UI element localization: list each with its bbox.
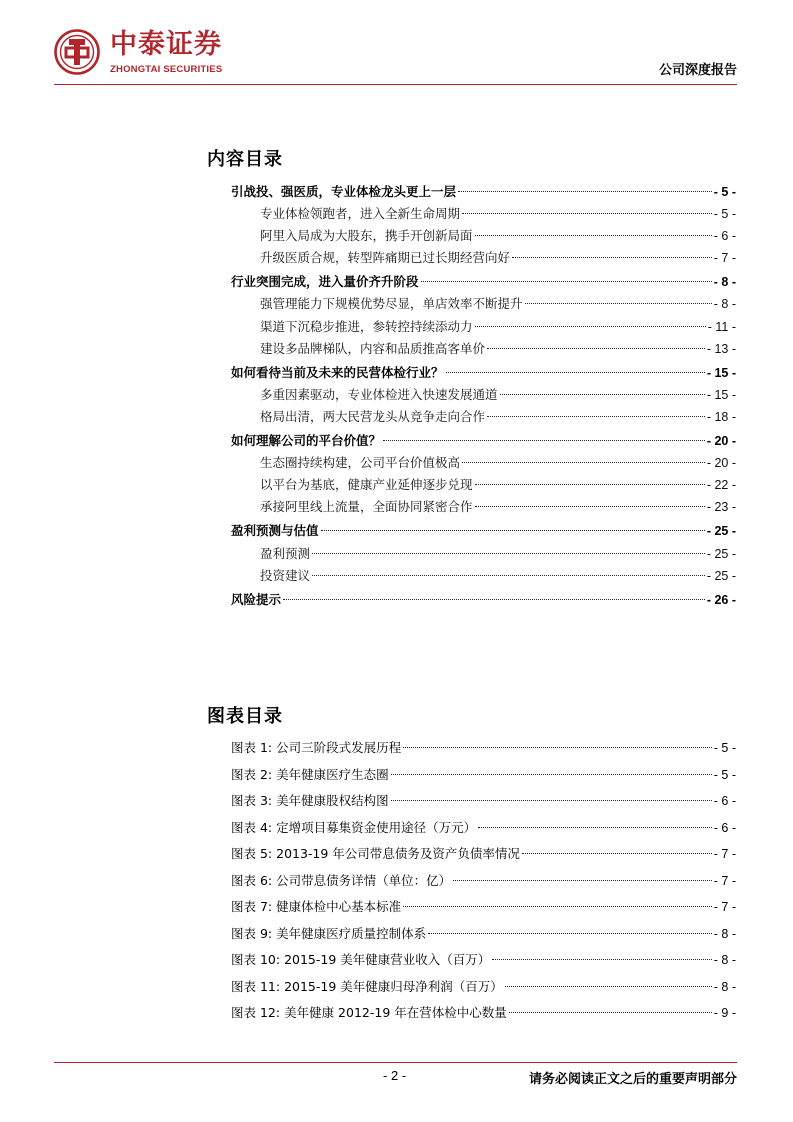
- toc-section-entry[interactable]: [231, 384, 736, 406]
- figure-entry-text: 图表 3: 美年健康股权结构图: [231, 793, 389, 808]
- figure-entry-text: 图表 4: 定增项目募集资金使用途径（万元）: [231, 819, 477, 835]
- dot-leader: [283, 599, 705, 600]
- toc-entry-page: - 5 -: [713, 207, 736, 222]
- dot-leader: [478, 827, 712, 828]
- figure-entry[interactable]: [231, 762, 736, 789]
- figure-entry-text: 图表 10: 2015-19 美年健康营业收入（百万）: [231, 952, 491, 967]
- figure-entry-text: 图表 7: 健康体检中心基本标准: [231, 899, 402, 914]
- dot-leader: [383, 440, 705, 441]
- toc-entry-page: - 20 -: [706, 456, 736, 471]
- figure-entry-text: 图表 2: 美年健康医疗生态圈: [231, 766, 389, 782]
- toc-entry-text: 强管理能力下规模优势尽显，单店效率不断提升: [260, 296, 523, 312]
- toc-entry-page: - 8 -: [713, 297, 736, 312]
- toc-entry-text: 风险提示: [231, 591, 282, 607]
- dot-leader: [487, 348, 705, 349]
- toc-entry-page: - 5 -: [713, 185, 736, 199]
- figure-entry[interactable]: [231, 735, 736, 762]
- dot-leader: [312, 575, 705, 576]
- toc-entry-page: - 25 -: [706, 568, 736, 583]
- toc-entry-text: 以平台为基底，健康产业延伸逐步兑现: [260, 477, 473, 493]
- figure-entry-page: - 5 -: [713, 741, 736, 755]
- toc-section-entry[interactable]: [231, 565, 736, 587]
- dot-leader: [487, 416, 705, 417]
- toc-chapter-entry[interactable]: [231, 271, 736, 293]
- dot-leader: [391, 800, 712, 801]
- figure-entry-page: - 8 -: [713, 953, 736, 967]
- toc-chapter-entry[interactable]: [231, 520, 736, 542]
- toc-entry-text: 专业体检领跑者，进入全新生命周期: [260, 206, 461, 222]
- toc-entry-page: - 20 -: [706, 434, 736, 449]
- toc-list: [231, 181, 736, 611]
- dot-leader: [462, 462, 705, 463]
- toc-entry-text: 行业突围完成，进入量价齐升阶段: [231, 274, 419, 290]
- toc-section-entry[interactable]: [231, 225, 736, 247]
- brand-name-cn: 中泰证券: [110, 29, 222, 60]
- figure-entry-page: - 7 -: [713, 900, 736, 914]
- dot-leader: [522, 853, 712, 854]
- figure-entry[interactable]: [231, 894, 736, 921]
- dot-leader: [475, 506, 705, 507]
- toc-entry-text: 盈利预测与估值: [231, 523, 319, 539]
- figure-entry[interactable]: [231, 947, 736, 974]
- toc-entry-page: - 18 -: [706, 409, 736, 424]
- figure-entry[interactable]: [231, 841, 736, 868]
- figure-entry-text: 图表 5: 2013-19 年公司带息债务及资产负债率情况: [231, 846, 520, 861]
- toc-entry-page: - 11 -: [707, 319, 736, 334]
- toc-entry-text: 生态圈持续构建，公司平台价值极高: [260, 455, 461, 471]
- figure-entry-page: - 7 -: [713, 847, 736, 861]
- toc-entry-page: - 26 -: [706, 592, 736, 607]
- dot-leader: [500, 394, 705, 395]
- figure-entry[interactable]: [231, 868, 736, 895]
- figure-entry[interactable]: [231, 815, 736, 842]
- header-divider: [54, 84, 737, 85]
- toc-entry-page: - 15 -: [706, 365, 736, 380]
- dot-leader: [428, 933, 712, 934]
- footer-divider: [54, 1062, 737, 1063]
- figure-entry-page: - 6 -: [713, 820, 736, 835]
- toc-section-entry[interactable]: [231, 247, 736, 269]
- toc-section-entry[interactable]: [231, 406, 736, 428]
- dot-leader: [453, 880, 712, 881]
- dot-leader: [475, 484, 705, 485]
- dot-leader: [403, 906, 712, 907]
- page-number: - 2 -: [383, 1068, 407, 1083]
- toc-section-entry[interactable]: [231, 338, 736, 360]
- toc-entry-text: 引战投、强医质，专业体检龙头更上一层: [231, 184, 457, 199]
- figure-entry-page: - 6 -: [713, 794, 736, 808]
- dot-leader: [391, 774, 712, 775]
- toc-chapter-entry[interactable]: [231, 430, 736, 452]
- toc-section-entry[interactable]: [231, 496, 736, 518]
- dot-leader: [475, 235, 712, 236]
- toc-section-entry[interactable]: [231, 293, 736, 315]
- dot-leader: [512, 257, 712, 258]
- dot-leader: [492, 959, 711, 960]
- toc-entry-page: - 15 -: [706, 387, 736, 402]
- toc-section-entry[interactable]: [231, 203, 736, 225]
- toc-chapter-entry[interactable]: [231, 362, 736, 384]
- brand-logo: [54, 27, 244, 81]
- figure-entry-text: 图表 12: 美年健康 2012-19 年在营体检中心数量: [231, 1005, 507, 1020]
- toc-entry-page: - 22 -: [706, 478, 736, 493]
- figure-list: [231, 735, 736, 1027]
- figure-entry-text: 图表 11: 2015-19 美年健康归母净利润（百万）: [231, 978, 503, 994]
- dot-leader: [403, 747, 712, 748]
- toc-entry-text: 渠道下沉稳步推进，参转控持续添动力: [260, 318, 473, 334]
- toc-entry-text: 投资建议: [260, 567, 311, 583]
- figure-entry-page: - 7 -: [713, 873, 736, 888]
- figure-entry-text: 图表 6: 公司带息债务详情（单位：亿）: [231, 872, 452, 888]
- dot-leader: [321, 530, 705, 531]
- figure-list-title: 图表目录: [207, 706, 283, 727]
- figure-entry[interactable]: [231, 1000, 736, 1027]
- toc-entry-text: 盈利预测: [260, 545, 311, 561]
- toc-section-entry[interactable]: [231, 452, 736, 474]
- toc-entry-page: - 6 -: [713, 229, 736, 244]
- toc-section-entry[interactable]: [231, 316, 736, 338]
- dot-leader: [446, 372, 705, 373]
- toc-chapter-entry[interactable]: [231, 589, 736, 611]
- dot-leader: [525, 303, 712, 304]
- figure-entry[interactable]: [231, 921, 736, 948]
- toc-title: 内容目录: [207, 149, 283, 170]
- toc-entry-text: 建设多品牌梯队，内容和品质推高客单价: [260, 340, 486, 356]
- dot-leader: [421, 281, 712, 282]
- figure-entry-page: - 8 -: [713, 979, 736, 994]
- figure-entry[interactable]: [231, 788, 736, 815]
- figure-entry-text: 图表 9: 美年健康医疗质量控制体系: [231, 925, 427, 941]
- brand-name-en: ZHONGTAI SECURITIES: [110, 64, 223, 75]
- dot-leader: [509, 1012, 712, 1013]
- figure-entry-text: 图表 1: 公司三阶段式发展历程: [231, 740, 402, 755]
- toc-entry-page: - 13 -: [706, 341, 736, 356]
- toc-chapter-entry[interactable]: [231, 181, 736, 203]
- toc-section-entry[interactable]: [231, 474, 736, 496]
- toc-entry-text: 升级医质合规，转型阵痛期已过长期经营向好: [260, 250, 511, 266]
- toc-entry-page: - 25 -: [706, 546, 736, 561]
- dot-leader: [475, 326, 706, 327]
- toc-entry-page: - 7 -: [713, 251, 736, 266]
- figure-entry-page: - 9 -: [713, 1006, 736, 1020]
- toc-entry-page: - 23 -: [706, 500, 736, 515]
- toc-entry-page: - 25 -: [706, 524, 736, 539]
- report-type-label: 公司深度报告: [658, 63, 737, 78]
- toc-entry-page: - 8 -: [713, 275, 736, 290]
- toc-entry-text: 如何看待当前及未来的民营体检行业？: [231, 364, 444, 380]
- toc-entry-text: 如何理解公司的平台价值？: [231, 433, 382, 449]
- toc-entry-text: 多重因素驱动，专业体检进入快速发展通道: [260, 386, 498, 402]
- figure-entry-page: - 5 -: [713, 767, 736, 782]
- zhongtai-logo-icon: [54, 29, 100, 75]
- dot-leader: [458, 191, 712, 192]
- toc-entry-text: 承接阿里线上流量，全面协同紧密合作: [260, 499, 473, 515]
- toc-entry-text: 阿里入局成为大股东，携手开创新局面: [260, 228, 473, 244]
- toc-section-entry[interactable]: [231, 543, 736, 565]
- dot-leader: [462, 213, 712, 214]
- dot-leader: [505, 986, 712, 987]
- figure-entry-page: - 8 -: [713, 926, 736, 941]
- dot-leader: [312, 553, 705, 554]
- toc-entry-text: 格局出清，两大民营龙头从竞争走向合作: [260, 408, 486, 424]
- disclaimer-note: 请务必阅读正文之后的重要声明部分: [528, 1072, 737, 1087]
- figure-entry[interactable]: [231, 974, 736, 1001]
